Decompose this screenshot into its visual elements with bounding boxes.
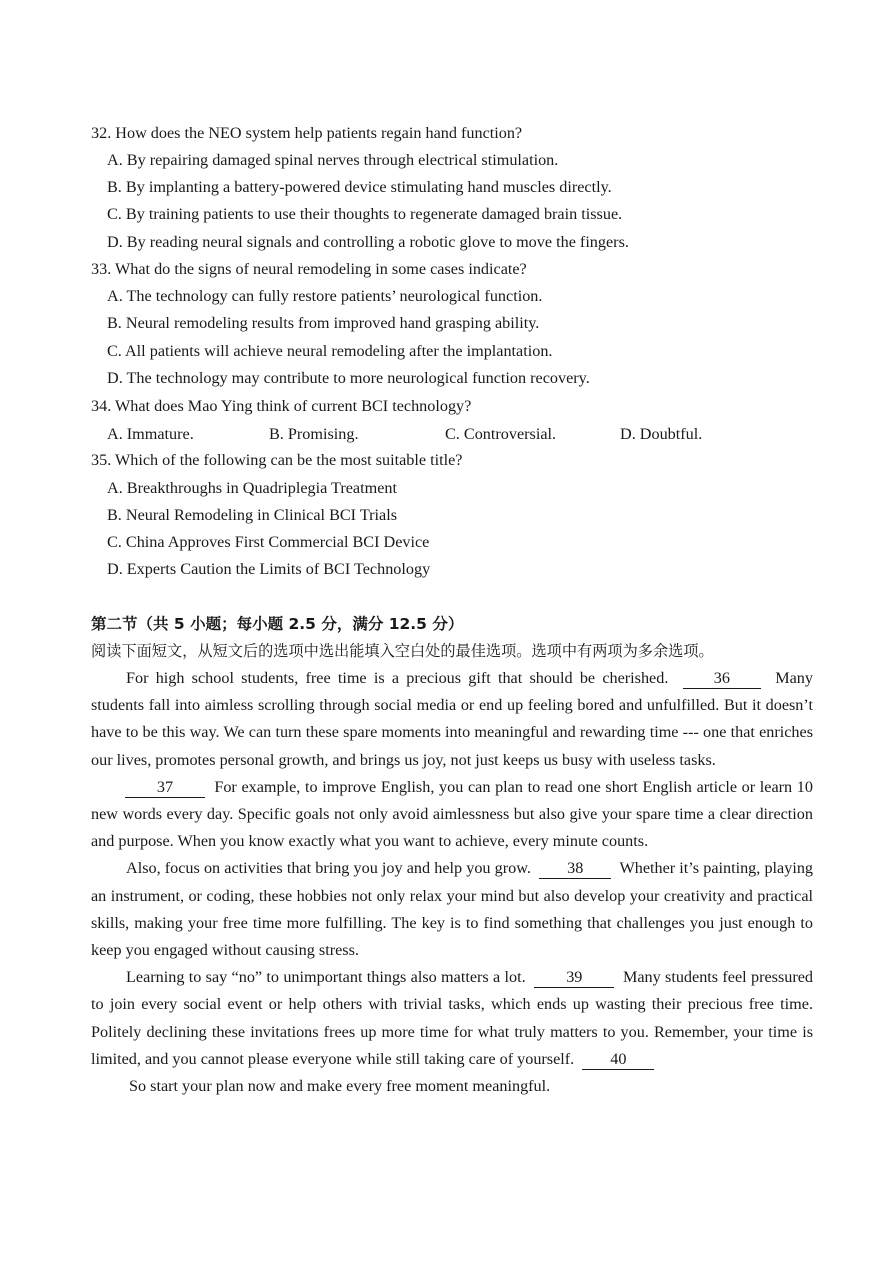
question-32-stem: 32. How does the NEO system help patients regain hand function? xyxy=(91,124,523,142)
passage-text: For example, to improve English, you can plan to read one short English article or learn 10 new words every day. Specific goals not only avoid aimlessness but also give your spare time a clear direction and purpose. When you know exactly what you want to achieve, every minute counts. xyxy=(91,777,813,851)
question-35-option-c: C. China Approves First Commercial BCI Device xyxy=(107,533,430,551)
blank-39: 39 xyxy=(534,967,614,988)
question-34-option-d: D. Doubtful. xyxy=(620,425,703,443)
passage-paragraph-2 xyxy=(91,774,813,856)
passage-text: Also, focus on activities that bring you joy and help you grow. xyxy=(126,859,531,878)
passage-paragraph-3 xyxy=(91,855,813,964)
passage-text: Many students fall into aimless scrolling through social media or end up feeling bored and unfulfilled. But it doesn’t have to be this way. We can turn these spare moments into meaningful and rewarding time --- one that enriches our lives, promotes personal growth, and brings us joy, not just keeps us busy with useless tasks. xyxy=(91,669,813,769)
passage-text: Many students feel pressured to join every social event or help others with trivial tasks, which ends up wasting their precious free time. Politely declining these invitations frees up more time for what truly matters to you. Remember, your time is limited, and you cannot please everyone while still taking care of yourself. xyxy=(91,968,814,1068)
blank-40: 40 xyxy=(582,1049,654,1070)
question-35-option-b: B. Neural Remodeling in Clinical BCI Trials xyxy=(107,506,398,524)
question-33-stem: 33. What do the signs of neural remodeling in some cases indicate? xyxy=(91,260,527,278)
passage xyxy=(91,665,813,1100)
section-title: 第二节（共 5 小题；每小题 2.5 分，满分 12.5 分） xyxy=(91,615,464,633)
blank-38: 38 xyxy=(539,858,611,879)
passage-paragraph-4 xyxy=(91,964,813,1073)
question-33-option-d: D. The technology may contribute to more neurological function recovery. xyxy=(107,369,590,387)
question-33-option-c: C. All patients will achieve neural remodeling after the implantation. xyxy=(107,342,553,360)
blank-36: 36 xyxy=(683,668,761,689)
question-33-option-b: B. Neural remodeling results from improved hand grasping ability. xyxy=(107,314,540,332)
question-34-options xyxy=(107,421,827,448)
question-34-option-c: C. Controversial. xyxy=(445,425,557,443)
question-35-stem: 35. Which of the following can be the most suitable title? xyxy=(91,451,463,469)
question-34-stem: 34. What does Mao Ying think of current BCI technology? xyxy=(91,397,472,415)
question-32-option-b: B. By implanting a battery-powered device stimulating hand muscles directly. xyxy=(107,178,612,196)
blank-37: 37 xyxy=(125,777,205,798)
question-34-option-a: A. Immature. xyxy=(107,425,194,443)
question-35-option-a: A. Breakthroughs in Quadriplegia Treatment xyxy=(107,479,397,497)
question-32-option-c: C. By training patients to use their thoughts to regenerate damaged brain tissue. xyxy=(107,205,623,223)
question-32-option-d: D. By reading neural signals and controlling a robotic glove to move the fingers. xyxy=(107,233,629,251)
question-33-option-a: A. The technology can fully restore patients’ neurological function. xyxy=(107,287,543,305)
passage-text: Learning to say “no” to unimportant things also matters a lot. xyxy=(126,968,526,987)
section-instruction: 阅读下面短文，从短文后的选项中选出能填入空白处的最佳选项。选项中有两项为多余选项。 xyxy=(91,642,714,660)
passage-paragraph-5 xyxy=(91,1073,813,1100)
passage-text: For high school students, free time is a precious gift that should be cherished. xyxy=(126,669,669,687)
passage-text: So start your plan now and make every free moment meaningful. xyxy=(129,1077,551,1096)
question-32-option-a: A. By repairing damaged spinal nerves through electrical stimulation. xyxy=(107,151,559,169)
passage-text: Whether it’s painting, playing an instrument, or coding, these hobbies not only relax your mind but also develop your creativity and practical skills, making your free time more fulfilling. The key is to find something that challenges you just enough to keep you engaged without causing stress. xyxy=(91,859,814,960)
passage-paragraph-1 xyxy=(91,665,813,774)
question-34-option-b: B. Promising. xyxy=(269,425,359,443)
question-35-option-d: D. Experts Caution the Limits of BCI Technology xyxy=(107,560,431,578)
